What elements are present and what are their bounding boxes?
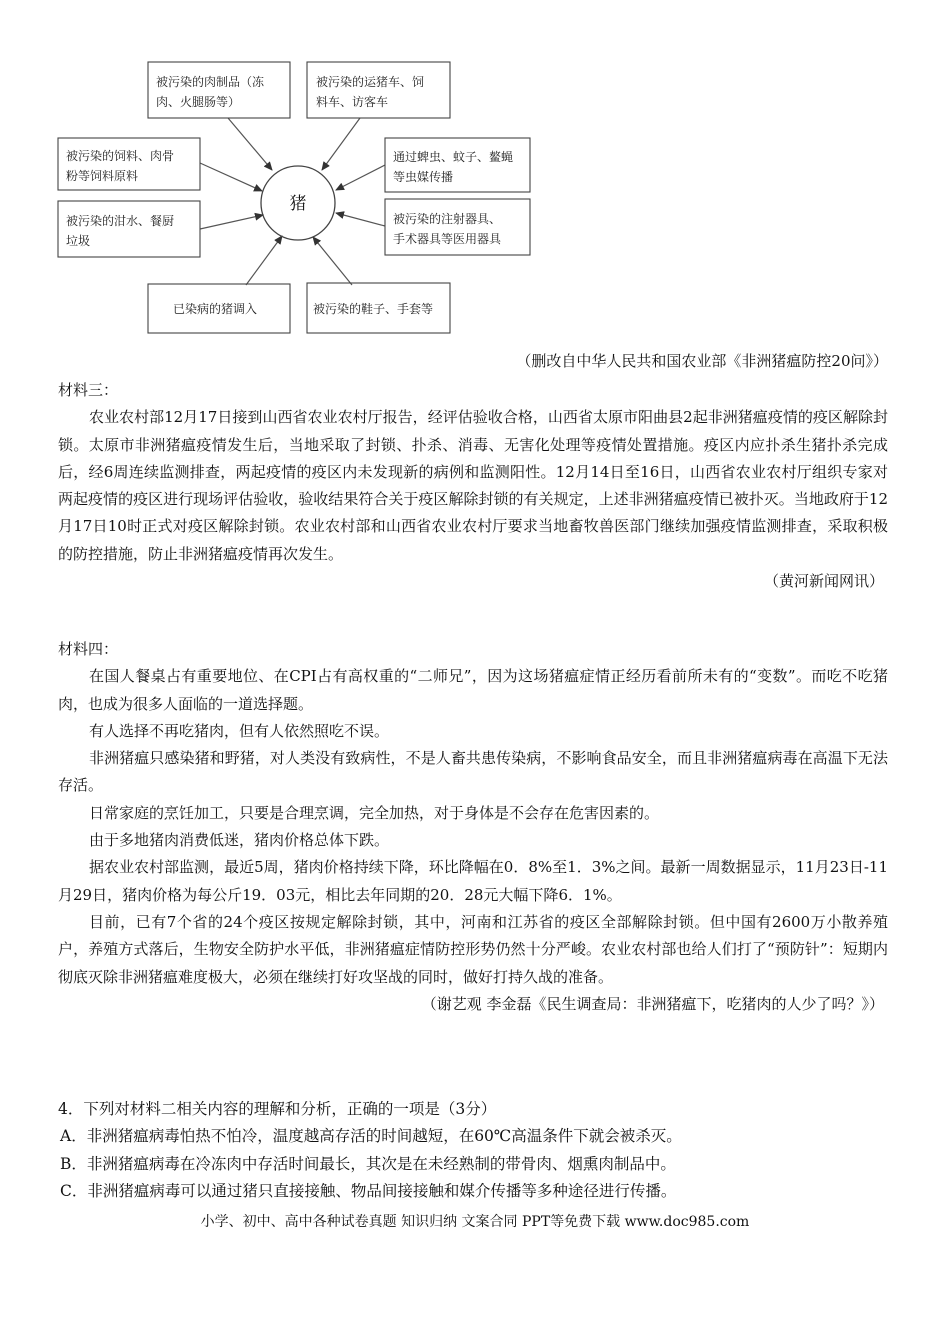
paragraph: 非洲猪瘟只感染猪和野猪，对人类没有致病性，不是人畜共患传染病，不影响食品安全，而且非洲猪瘟病毒在高温下无法存活。	[58, 749, 888, 795]
box-text: 被污染的泔水、餐厨	[66, 214, 175, 228]
source-citation: （黄河新闻网讯）	[763, 572, 884, 591]
box-text: 被污染的鞋子、手套等	[313, 302, 434, 316]
box-text: 等虫媒传播	[393, 170, 454, 184]
center-label: 猪	[289, 194, 307, 214]
material-3	[58, 377, 888, 595]
box-text: 粉等饲料原料	[66, 169, 139, 183]
question-stem: 4．下列对材料二相关内容的理解和分析，正确的一项是（3分）	[58, 1100, 497, 1118]
box-text: 被污染的运猪车、饲	[316, 75, 425, 89]
box-text: 被污染的肉制品（冻	[156, 75, 265, 89]
section-heading: 材料四：	[58, 640, 119, 658]
section-heading: 材料三：	[58, 381, 119, 399]
paragraph: 由于多地猪肉消费低迷，猪肉价格总体下跌。	[89, 831, 390, 850]
box-text: 已染病的猪调入	[173, 302, 258, 316]
paragraph: 在国人餐桌占有重要地位、在CPI占有高权重的“二师兄”，因为这场猪瘟症情正经历看前所未有的“变数”。而吃不吃猪肉，也成为很多人面临的一道选择题。	[58, 667, 888, 713]
box-text: 料车、访客车	[316, 95, 389, 109]
option-c: C．非洲猪瘟病毒可以通过猪只直接接触、物品间接接触和媒介传播等多种途径进行传播。	[60, 1181, 677, 1200]
option-a: A．非洲猪瘟病毒怕热不怕冷，温度越高存活的时间越短，在60℃高温条件下就会被杀灭。	[60, 1127, 682, 1146]
option-b: B．非洲猪瘟病毒在冷冻肉中存活时间最长，其次是在未经熟制的带骨肉、烟熏肉制品中。	[60, 1154, 676, 1173]
box-text: 被污染的注射器具、	[393, 212, 502, 226]
source-box-meat	[148, 62, 290, 118]
source-box-vehicles	[307, 62, 450, 118]
box-text: 通过蜱虫、蚊子、鳌蝇	[393, 150, 514, 164]
diagram-source: （删改自中华人民共和国农业部《非洲猪瘟防控20问》）	[516, 352, 888, 370]
question-4	[58, 1096, 888, 1205]
page-footer: 小学、初中、高中各种试卷真题 知识归纳 文案合同 PPT等免费下载 www.doc985.com	[200, 1214, 750, 1230]
box-text: 手术器具等医用器具	[393, 232, 502, 246]
paragraph: 农业农村部12月17日接到山西省农业农村厅报告，经评估验收合格，山西省太原市阳曲县2起非洲猪瘟疫情的疫区解除封锁。太原市非洲猪瘟疫情发生后，当地采取了封锁、扑杀、消毒、无害化处理等疫情处置措施。疫区内应扑杀生猪扑杀完成后，经6周连续监测排查，两起疫情的疫区内未发现新的病例和监测阳性。12月14日至16日，山西省农业农村厅组织专家对两起疫情的疫区进行现场评估验收，验收结果符合关于疫区解除封锁的有关规定，上述非洲猪瘟疫情已被扑灭。当地政府于12月17日10时正式对疫区解除封锁。农业农村部和山西省农业农村厅要求当地畜牧兽医部门继续加强疫情监测排查，采取积极的防控措施，防止非洲猪瘟疫情再次发生。	[58, 408, 888, 563]
material-4	[58, 636, 888, 1018]
paragraph: 日常家庭的烹饪加工，只要是合理烹调，完全加热，对于身体是不会存在危害因素的。	[89, 803, 660, 822]
source-box-medical	[385, 199, 530, 255]
box-text: 垃圾	[66, 234, 91, 248]
box-text: 被污染的饲料、肉骨	[66, 149, 175, 163]
source-citation: （谢艺观 李金磊《民生调查局：非洲猪瘟下，吃猪肉的人少了吗？》）	[421, 994, 884, 1013]
source-box-swill	[58, 201, 200, 257]
paragraph: 有人选择不再吃猪肉，但有人依然照吃不误。	[89, 721, 390, 740]
transmission-diagram	[0, 0, 950, 345]
paragraph: 目前，已有7个省的24个疫区按规定解除封锁，其中，河南和江苏省的疫区全部解除封锁。但中国有2600万小散养殖户，养殖方式落后，生物安全防护水平低，非洲猪瘟症情防控形势仍然十分严峻。农业农村部也给人们打了“预防针”：短期内彻底灭除非洲猪瘟难度极大，必须在继续打好攻坚战的同时，做好打持久战的准备。	[58, 912, 888, 986]
box-text: 肉、火腿肠等）	[156, 95, 241, 109]
paragraph: 据农业农村部监测，最近5周，猪肉价格持续下降，环比降幅在0．8%至1．3%之间。最新一周数据显示，11月23日-11月29日，猪肉价格为每公斤19．03元，相比去年同期的20．28元大幅下降6．1%。	[58, 858, 888, 904]
